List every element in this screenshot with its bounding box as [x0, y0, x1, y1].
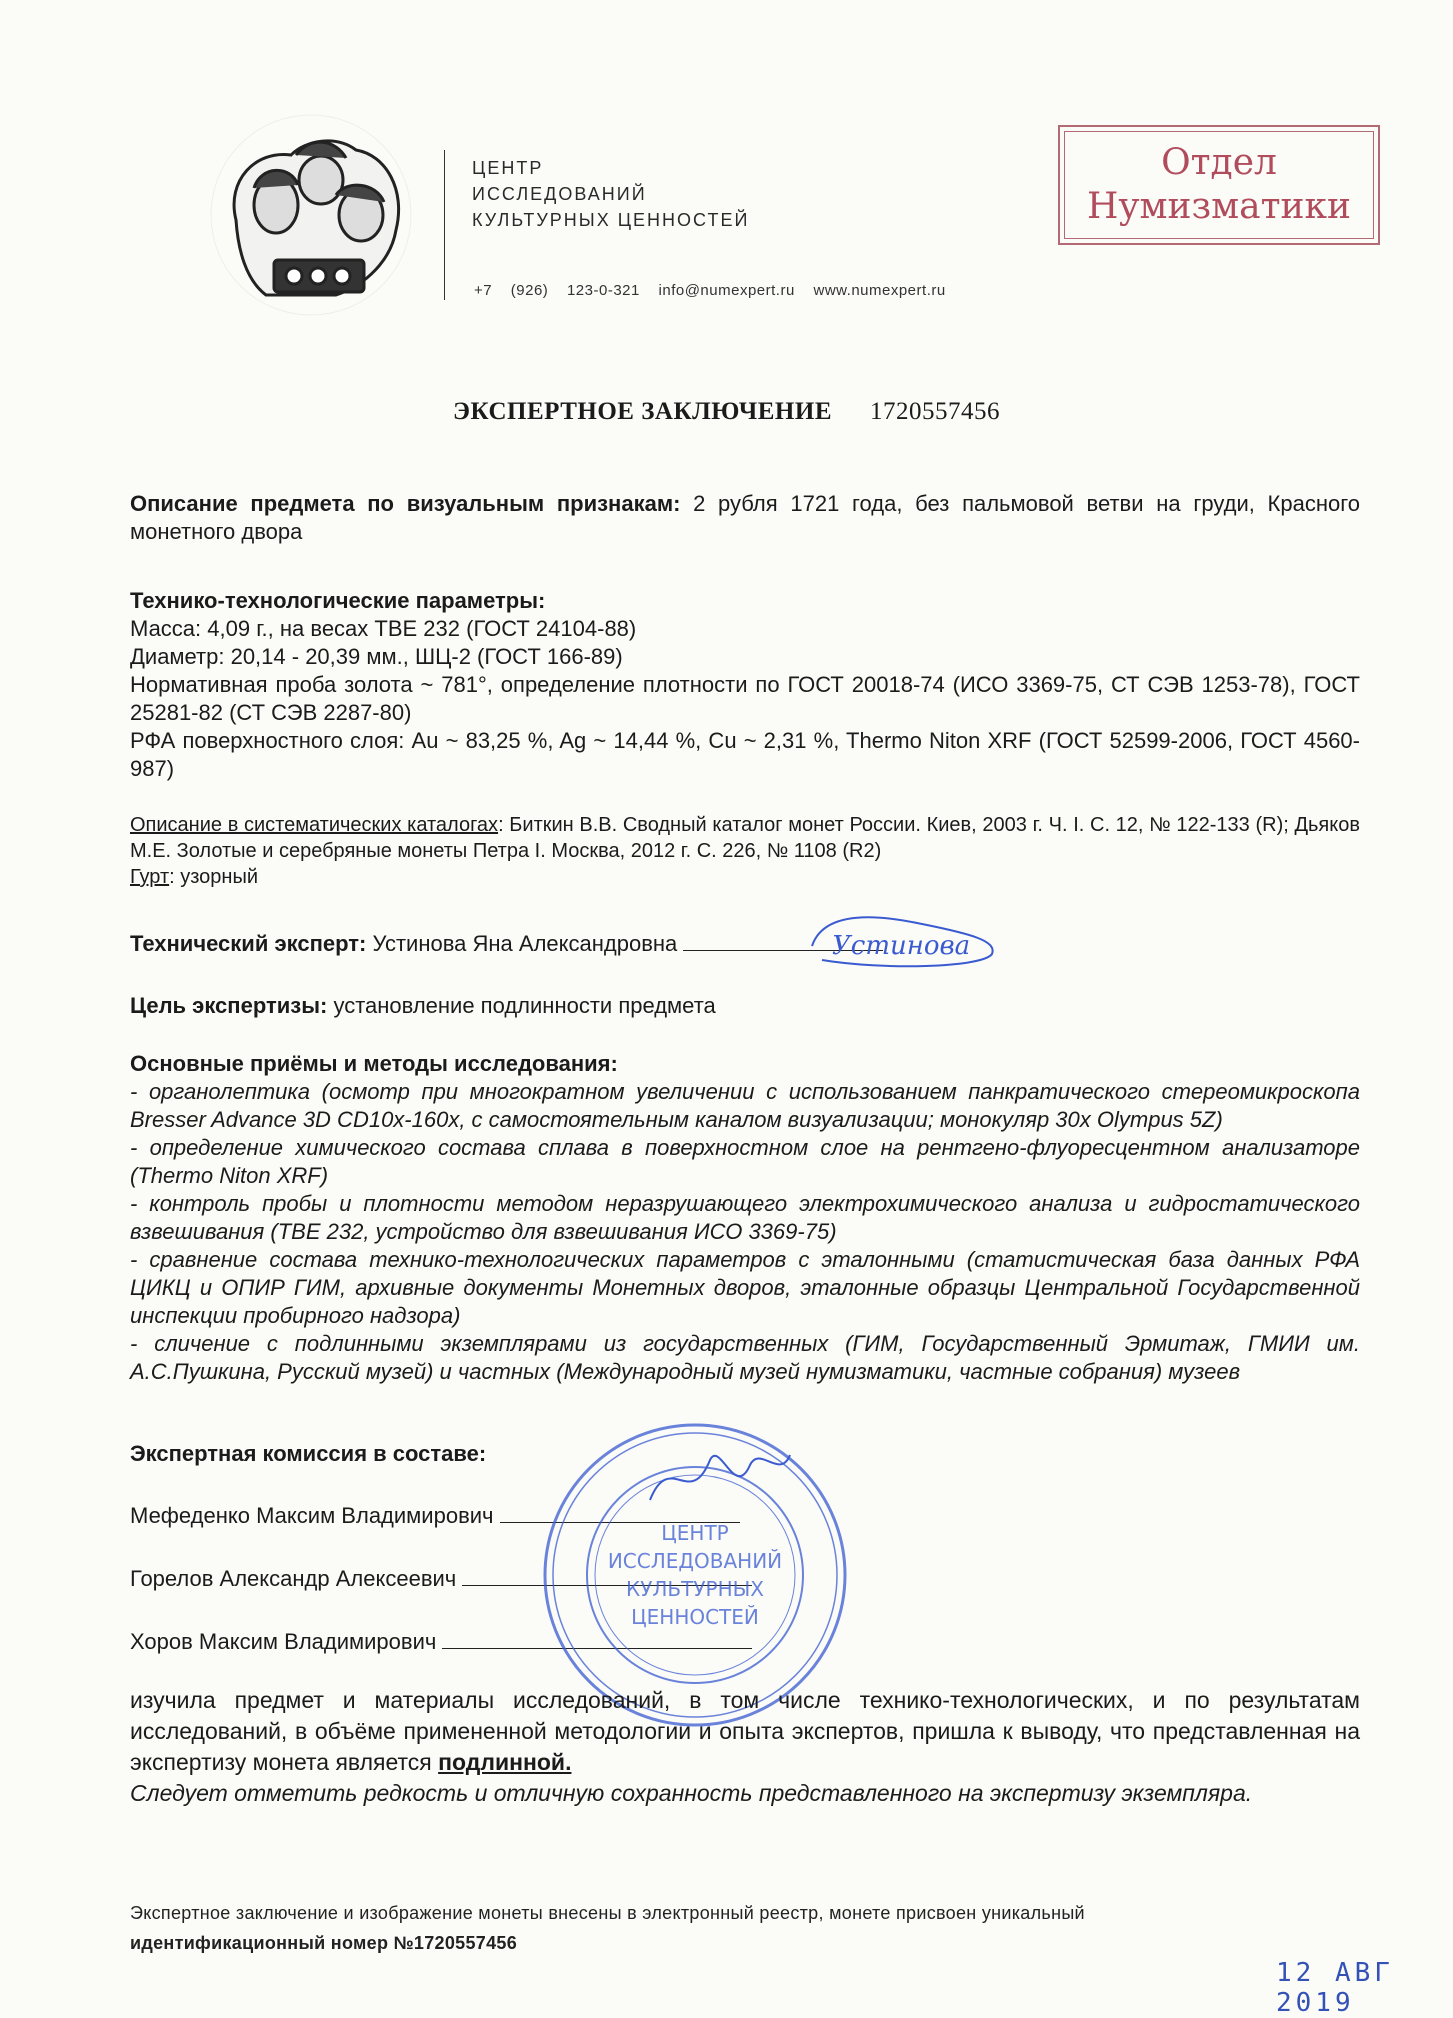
seal-text-line: КУЛЬТУРНЫХ: [626, 1577, 764, 1601]
conclusion-note: Следует отметить редкость и отличную сохранность представленного на экспертизу экземпляра.: [130, 1780, 1253, 1806]
header-divider: [444, 150, 445, 300]
conclusion-text: изучила предмет и материалы исследований, в том числе технико-технологических, и по результатам исследований, в объёме примененной методологии и опыта экспертов, пришла к выводу, что представленная на экспертизу монета является: [130, 1687, 1360, 1775]
tech-params-label: Технико-технологические параметры:: [130, 588, 546, 613]
org-name-line: ЦЕНТР: [472, 158, 544, 178]
purpose-value: установление подлинности предмета: [333, 993, 716, 1018]
catalogs-value: : Биткин В.В. Сводный каталог монет России. Киев, 2003 г. Ч. I. С. 12, № 122-133 (R); Дьяков М.Е. Золотые и серебряные монеты Петра I. Москва, 2012 г. С. 226, № 1108 (R2): [130, 814, 1360, 862]
method-item: - сличение с подлинными экземплярами из государственных (ГИМ, Государственный Эрмитаж, ГМИИ им. А.С.Пушкина, Русский музей) и частных (Международный музей нумизматики, частные собрания) музеев: [130, 1331, 1360, 1384]
catalogs-section: [130, 812, 1360, 890]
description-value: 2 рубля 1721 года, без пальмовой ветви на груди, Красного монетного двора: [130, 491, 1360, 544]
commission-member-name: Горелов Александр Алексеевич: [130, 1566, 457, 1591]
method-item: - сравнение состава технико-технологических параметров с эталонными (статистическая база данных РФА ЦИКЦ и ОПИР ГИМ, архивные документы Монетных дворов, эталонные образцы Центральной Государственной инспекции пробирного надзора): [130, 1247, 1360, 1328]
phone: +7 (926) 123-0-321: [474, 282, 640, 299]
commission-member-name: Хоров Максим Владимирович: [130, 1629, 437, 1654]
edge-value: : узорный: [169, 866, 259, 888]
tech-param-line: Масса: 4,09 г., на весах ТВЕ 232 (ГОСТ 24104-88): [130, 616, 637, 641]
website-link[interactable]: www.numexpert.ru: [813, 282, 946, 299]
verdict: подлинной.: [438, 1749, 572, 1775]
footer-line: идентификационный номер №1720557456: [130, 1933, 518, 1953]
methods-label: Основные приёмы и методы исследования:: [130, 1051, 618, 1076]
dept-stamp-line: Нумизматики: [1086, 186, 1352, 227]
methods-section: [130, 1050, 1360, 1386]
signature-text: Устинова: [832, 931, 971, 961]
tech-expert-label: Технический эксперт:: [130, 931, 367, 956]
tech-expert-row: [130, 930, 1360, 958]
tech-param-line: Диаметр: 20,14 - 20,39 мм., ШЦ-2 (ГОСТ 166-89): [130, 644, 623, 669]
department-stamp: [1058, 125, 1380, 245]
document-title: [0, 398, 1453, 426]
method-item: - контроль пробы и плотности методом неразрушающего электрохимического анализа и гидростатического взвешивания (ТВЕ 232, устройство для взвешивания ИСО 3369-75): [130, 1191, 1360, 1244]
dept-stamp-line: Отдел: [1161, 142, 1277, 183]
registry-footer: [130, 1898, 1360, 1958]
purpose-row: [130, 992, 1360, 1020]
org-name-line: ИССЛЕДОВАНИЙ: [472, 184, 647, 204]
email-link[interactable]: info@numexpert.ru: [658, 282, 795, 299]
title-label: ЭКСПЕРТНОЕ ЗАКЛЮЧЕНИЕ: [453, 398, 832, 425]
commission-member-name: Мефеденко Максим Владимирович: [130, 1503, 494, 1528]
purpose-label: Цель экспертизы:: [130, 993, 328, 1018]
description-label: Описание предмета по визуальным признакам:: [130, 491, 681, 516]
conclusion-section: [130, 1685, 1360, 1809]
document-number: 1720557456: [870, 398, 1000, 425]
logo-illustration: [196, 110, 426, 320]
method-item: - органолептика (осмотр при многократном увеличении с использованием панкратического стереомикроскопа Bresser Advance 3D CD10x-160x, с самостоятельным каналом визуализации; монокуляр 30x Olympus 5Z): [130, 1079, 1360, 1132]
edge-label: Гурт: [130, 866, 170, 888]
description-section: [130, 490, 1360, 546]
seal-text-line: ЦЕНТР: [661, 1521, 729, 1545]
commission-label: Экспертная комиссия в составе:: [130, 1441, 487, 1466]
organization-name: [472, 155, 749, 233]
contacts: [474, 282, 946, 299]
expert-signature: [802, 916, 1002, 972]
tech-param-line: РФА поверхностного слоя: Au ~ 83,25 %, Ag ~ 14,44 %, Cu ~ 2,31 %, Thermo Niton XRF (ГОСТ 52599-2006, ГОСТ 4560-987): [130, 728, 1360, 781]
method-item: - определение химического состава сплава в поверхностном слое на рентгено-флуоресцентном анализаторе (Thermo Niton XRF): [130, 1135, 1360, 1188]
tech-expert-name: Устинова Яна Александровна: [372, 931, 678, 956]
commission-signatures: [640, 1440, 800, 1520]
footer-line: Экспертное заключение и изображение монеты внесены в электронный реестр, монете присвоен уникальный: [130, 1903, 1085, 1923]
seal-text-line: ЦЕННОСТЕЙ: [631, 1605, 759, 1629]
date-stamp: 12 АВГ 2019: [1276, 1958, 1394, 2018]
org-name-line: КУЛЬТУРНЫХ ЦЕННОСТЕЙ: [472, 210, 750, 230]
catalogs-label: Описание в систематических каталогах: [130, 814, 499, 836]
tech-params-section: [130, 587, 1360, 783]
tech-param-line: Нормативная проба золота ~ 781°, определение плотности по ГОСТ 20018-74 (ИСО 3369-75, СТ СЭВ 1253-78), ГОСТ 25281-82 (СТ СЭВ 2287-80): [130, 672, 1360, 725]
seal-text-line: ИССЛЕДОВАНИЙ: [607, 1549, 783, 1573]
